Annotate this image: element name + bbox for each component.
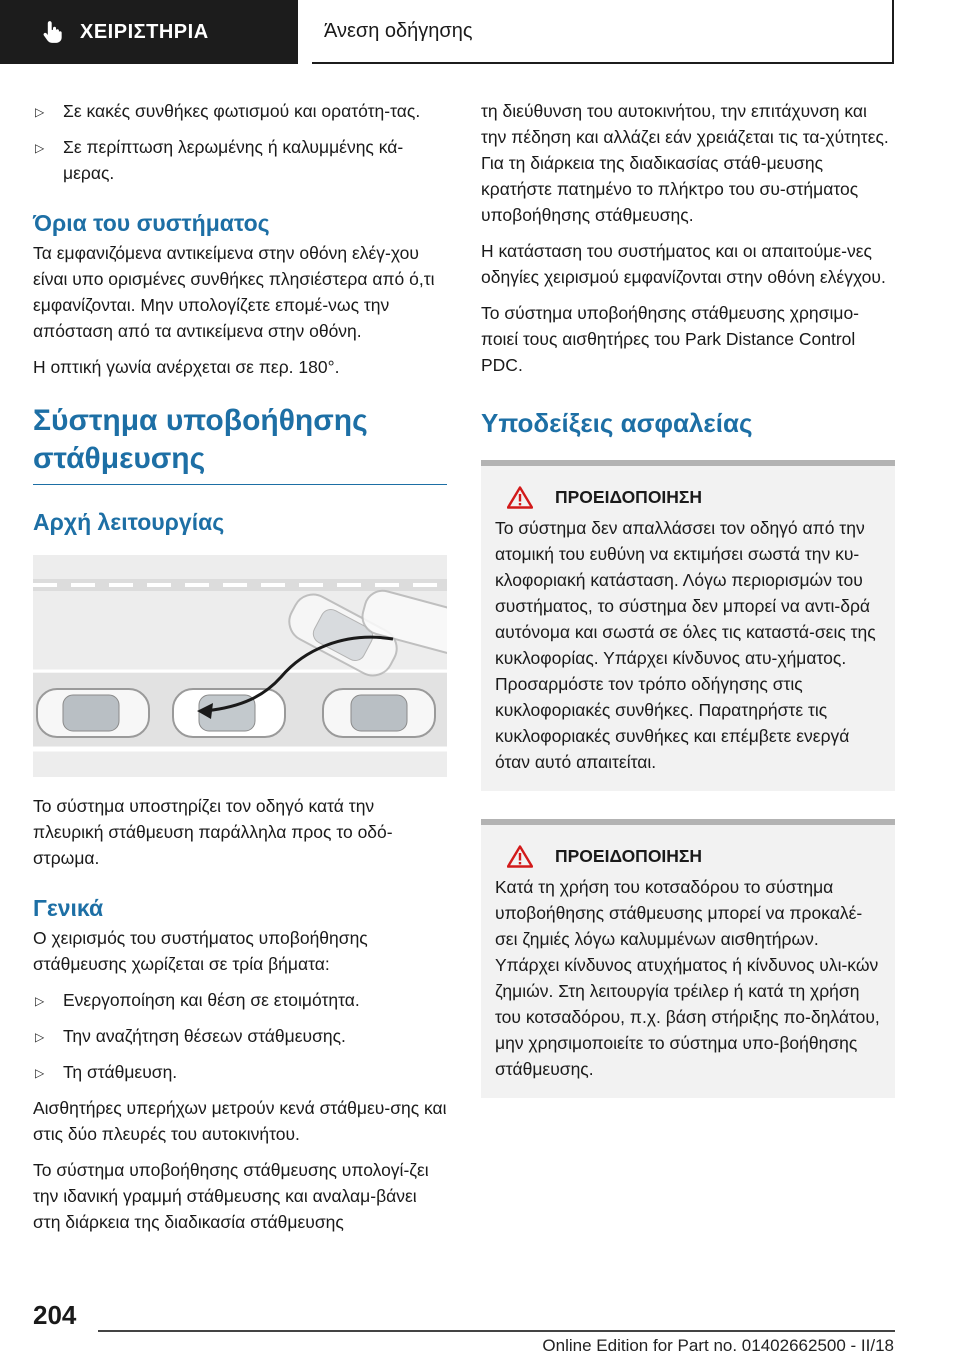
parking-car <box>173 689 285 737</box>
limits-heading: Όρια του συστήματος <box>33 210 270 236</box>
warning-text: Κατά τη χρήση του κοτσαδόρου το σύστημα υποβοήθησης στάθμευσης μπορεί να προκαλέ-σει ζημιές λόγω καλυμμένων αισθητήρων. Υπάρχει κίνδυνος ατυχήματος ή κίνδυνος υλι-κών ζημιών. Στη λειτουργία τρέιλερ ή κατά τη χρήση του κοτσαδόρου, π.χ. βάση στήριξης πο-δηλάτου, μην χρησιμοποιείτε το σύστημα υπο-βοήθησης στάθμευσης. <box>495 877 880 1079</box>
paragraph: Τα εμφανιζόμενα αντικείμενα στην οθόνη ελέγ-χου είναι υπο ορισμένες συνθήκες πλησιέστερα από ό,τι εμφανίζονται. Μην υπολογίζετε επομέ-νως την απόσταση από τα αντικείμενα στην οθόνη. <box>33 243 435 341</box>
section-header-label: Άνεση οδήγησης <box>324 19 473 42</box>
warning-title-row <box>495 486 881 509</box>
list-item: ▷ Σε κακές συνθήκες φωτισμού και ορατότη-τας. <box>33 98 447 124</box>
left-column <box>33 98 447 1245</box>
warning-title-row <box>495 845 881 868</box>
right-column <box>481 98 895 1098</box>
main-heading: Σύστημα υποβοήθησης στάθμευσης <box>33 404 368 475</box>
steps-list <box>33 987 447 1085</box>
paragraph: Το σύστημα υποβοήθησης στάθμευσης χρησιμο-ποιεί τους αισθητήρες του Park Distance Control PDC. <box>481 303 860 375</box>
list-item: ▷ Την αναζήτηση θέσεων στάθμευσης. <box>33 1023 447 1049</box>
triangle-bullet-icon: ▷ <box>35 1030 45 1044</box>
parking-illustration <box>33 555 447 777</box>
page-number: 204 <box>33 1300 77 1330</box>
warning-title: ΠΡΟΕΙΔΟΠΟΙΗΣΗ <box>555 487 703 507</box>
parked-car-right <box>323 689 435 737</box>
warning-box <box>481 819 895 1098</box>
list-item: ▷ Τη στάθμευση. <box>33 1059 447 1085</box>
figure-caption: Το σύστημα υποστηρίζει τον οδηγό κατά την πλευρική στάθμευση παράλληλα προς το οδό-στρωμα. <box>33 796 393 868</box>
warning-triangle-icon <box>507 845 533 868</box>
condition-list <box>33 98 447 186</box>
triangle-bullet-icon: ▷ <box>35 1066 45 1080</box>
chapter-tab-label: ΧΕΙΡΙΣΤΗΡΙΑ <box>80 20 209 43</box>
parking-diagram <box>33 555 447 777</box>
triangle-bullet-icon: ▷ <box>35 141 45 155</box>
list-item: ▷ Σε περίπτωση λερωμένης ή καλυμμένης κά-μερας. <box>35 137 404 183</box>
list-item: ▷ Ενεργοποίηση και θέση σε ετοιμότητα. <box>33 987 447 1013</box>
warning-title: ΠΡΟΕΙΔΟΠΟΙΗΣΗ <box>555 846 703 866</box>
main-heading-block <box>33 402 447 485</box>
parked-car-left <box>37 689 149 737</box>
edition-text: Online Edition for Part no. 01402662500 - II/18 <box>542 1336 894 1355</box>
warning-box <box>481 460 895 791</box>
paragraph: Η οπτική γωνία ανέρχεται σε περ. 180°. <box>33 357 340 377</box>
warning-text: Το σύστημα δεν απαλλάσσει τον οδηγό από την ατομική του ευθύνη να εκτιμήσει σωστά την κυ-κλοφοριακή κατάσταση. Λόγω περιορισμών του συστήματος, το σύστημα δεν μπορεί να αντι-δρά αυτόνομα και σωστά σε όλες τις καταστά-σεις της κυκλοφορίας. Υπάρχει κίνδυνος ατυ-χήματος. Προσαρμόστε τον τρόπο οδήγησης στις κυκλοφοριακές συνθήκες. Παρατηρήστε τις κυκλοφοριακές συνθήκες και επέμβετε ενεργά όταν αυτό απαιτείται. <box>495 518 876 772</box>
paragraph: Αισθητήρες υπερήχων μετρούν κενά στάθμευ-σης και στις δύο πλευρές του αυτοκινήτου. <box>33 1098 447 1144</box>
general-heading: Γενικά <box>33 895 104 921</box>
paragraph: Το σύστημα υποβοήθησης στάθμευσης υπολογί-ζει την ιδανική γραμμή στάθμευσης και αναλαμ-βάνει στη διάρκεια της διαδικασία στάθμευσης <box>33 1160 429 1232</box>
warning-triangle-icon <box>507 486 533 509</box>
triangle-bullet-icon: ▷ <box>35 994 45 1008</box>
hand-pointer-icon <box>40 19 66 45</box>
safety-heading: Υποδείξεις ασφαλείας <box>481 408 753 438</box>
section-header <box>312 0 894 64</box>
paragraph: Ο χειρισμός του συστήματος υποβοήθησης στάθμευσης χωρίζεται σε τρία βήματα: <box>33 928 368 974</box>
chapter-tab[interactable] <box>0 0 298 64</box>
principle-heading: Αρχή λειτουργίας <box>33 509 225 535</box>
paragraph: τη διεύθυνση του αυτοκινήτου, την επιτάχυνση και την πέδηση και αλλάζει εάν χρειάζεται τις τα-χύτητες. Για τη διάρκεια της διαδικασίας στάθ-μευσης κρατήστε πατημένο το πλήκτρο του συ-στήματος υποβοήθησης στάθμευσης. <box>481 101 889 225</box>
footer-divider <box>98 1330 895 1332</box>
triangle-bullet-icon: ▷ <box>35 105 45 119</box>
paragraph: Η κατάσταση του συστήματος και οι απαιτούμε-νες οδηγίες χειρισμού εμφανίζονται στην οθόνη ελέγχου. <box>481 241 886 287</box>
